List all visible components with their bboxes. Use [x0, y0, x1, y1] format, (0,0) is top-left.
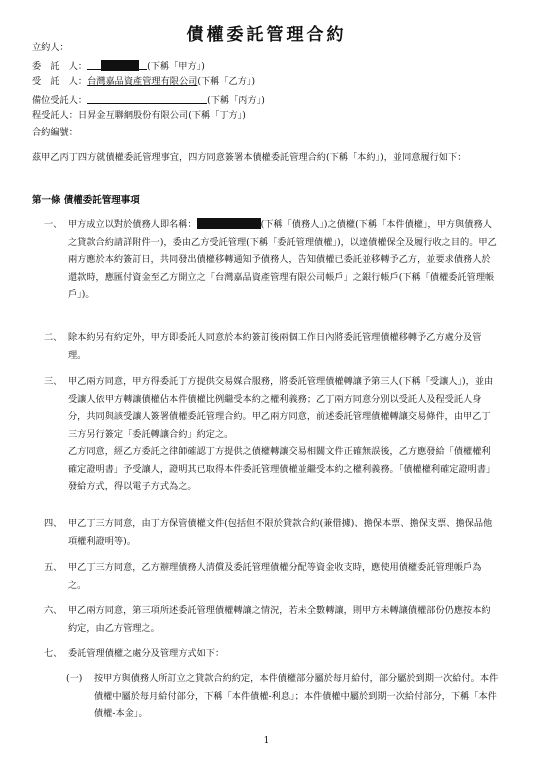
- party-d-line: [32, 110, 246, 122]
- subitem-number: (一): [66, 673, 83, 684]
- clause-1-pre: 甲方成立以對於債務人即名稱：: [68, 219, 197, 230]
- party-c-blank: [87, 93, 207, 104]
- clause-3: [44, 373, 499, 496]
- clause-body: 甲乙丁三方同意，由丁方保管債權文件(包括但不限於貸款合約(兼借據)、擔保本票、擔保支票、擔保品他項權利證明等)。: [68, 518, 493, 547]
- parties-header: 立約人：: [32, 42, 69, 53]
- clause-2: [44, 329, 499, 364]
- clause-body: 甲乙兩方同意，第三項所述委託管理債權轉讓之情況，若未全數轉讓，則甲方未轉讓債權部份仍應按本約約定，由乙方管理之。: [68, 605, 491, 634]
- clause-4: [44, 515, 499, 550]
- document-title: 債權委託管理合約: [186, 25, 347, 45]
- clause-1: [44, 216, 499, 304]
- section-1-heading: 第一條 債權委託管理事項: [32, 195, 140, 206]
- party-a-underline: [87, 59, 101, 70]
- clause-body: 甲乙丁三方同意，乙方辦理債務人清償及委託管理債權分配等資金收支時，應使用債權委託管理帳戶為之。: [68, 562, 482, 591]
- clause-number: 三、: [44, 376, 63, 387]
- clause-7: [44, 645, 499, 663]
- clause-number: 一、: [44, 219, 63, 230]
- clause-body: [68, 216, 499, 304]
- clause-6: [44, 602, 499, 637]
- party-c-label: 備位受託人：: [32, 95, 88, 106]
- debtor-name-redaction: [197, 218, 261, 229]
- clause-1-post: (下稱「債務人」)之債權(下稱「本件債權」，甲方與債務人之貸款合約請詳附件一)，委由乙方受託管理(下稱「委託管理債權」)，以達債權保全及履行收之目的。甲乙兩方應於本約簽訂日，共同發出債權移轉通知予債務人，告知債權已委託並移轉予乙方，並要求債務人於還款時，應匯付資金至乙方開立之「台灣嘉品資產管理有限公司帳戶」之銀行帳戶(下稱「債權委託管理帳戶」)。: [68, 219, 497, 300]
- party-a-label: 委 託 人：: [32, 61, 88, 72]
- party-a-line: [32, 59, 205, 73]
- clause-number: 七、: [44, 648, 63, 659]
- party-b-line: [32, 76, 255, 88]
- clause-body: 除本約另有約定外，甲方即委託人同意於本約簽訂後兩個工作日內將委託管理債權移轉予乙方處分及管理。: [68, 332, 482, 361]
- party-c-line: [32, 93, 265, 107]
- page-number: 1: [263, 736, 270, 746]
- clause-number: 六、: [44, 605, 63, 616]
- clause-number: 二、: [44, 332, 63, 343]
- clause-number: 五、: [44, 562, 63, 573]
- party-d-label: 程受託人：: [32, 110, 78, 121]
- clause-body-continued: 乙方同意，經乙方委託之律師確認丁方提供之債權轉讓交易相關文件正確無誤後，乙方應發給「債權權利確定證明書」予受讓人，證明其已取得本件委託管理債權並繼受本約之權利義務。「債權權利確定證明書」發給方式，得以電子方式為之。: [68, 446, 496, 492]
- party-b-suffix: (下稱「乙方」): [197, 76, 256, 87]
- clause-body: 甲乙兩方同意，甲方得委託丁方提供交易媒合服務，將委託管理債權轉讓予第三人(下稱「受讓人」)，並由受讓人依甲方轉讓債權佔本件債權比例繼受本約之權利義務；乙丁兩方同意分別以受託人及程受託人身分，共同與該受讓人簽署債權委託管理合約。甲乙兩方同意，前述委託管理債權轉讓交易條件，由甲乙丁三方另行簽定「委託轉讓合約」約定之。: [68, 376, 494, 440]
- clause-5: [44, 559, 499, 594]
- party-b-name: 台灣嘉品資產管理有限公司: [87, 76, 198, 87]
- clause-number: 四、: [44, 518, 63, 529]
- contract-number-label: 合約編號：: [32, 127, 78, 138]
- party-b-label: 受 託 人：: [32, 76, 88, 87]
- party-d-suffix: (下稱「丁方」): [188, 110, 246, 121]
- party-c-suffix: (下稱「丙方」): [207, 95, 265, 106]
- party-a-redaction: [101, 60, 139, 71]
- clause-7-subitem-1: [66, 670, 499, 723]
- party-d-name: 日昇金互聯網股份有限公司: [77, 110, 189, 121]
- subitem-body: 按甲方與債務人所訂立之貸款合約約定，本件債權部分屬於每月給付，部分屬於到期一次給付。本件債權中屬於每月給付部分，下稱「本件債權-利息」；本件債權中屬於到期一次給付部分，下稱「本件債權-本金」。: [94, 673, 499, 719]
- clause-body: 委託管理債權之處分及管理方式如下：: [68, 648, 225, 659]
- party-a-suffix: (下稱「甲方」): [147, 61, 205, 72]
- intro-paragraph: 茲甲乙丙丁四方就債權委託管理事宜，四方同意簽署本債權委託管理合約(下稱「本約」)，並同意履行如下：: [32, 152, 467, 163]
- party-a-underline-end: [139, 59, 147, 70]
